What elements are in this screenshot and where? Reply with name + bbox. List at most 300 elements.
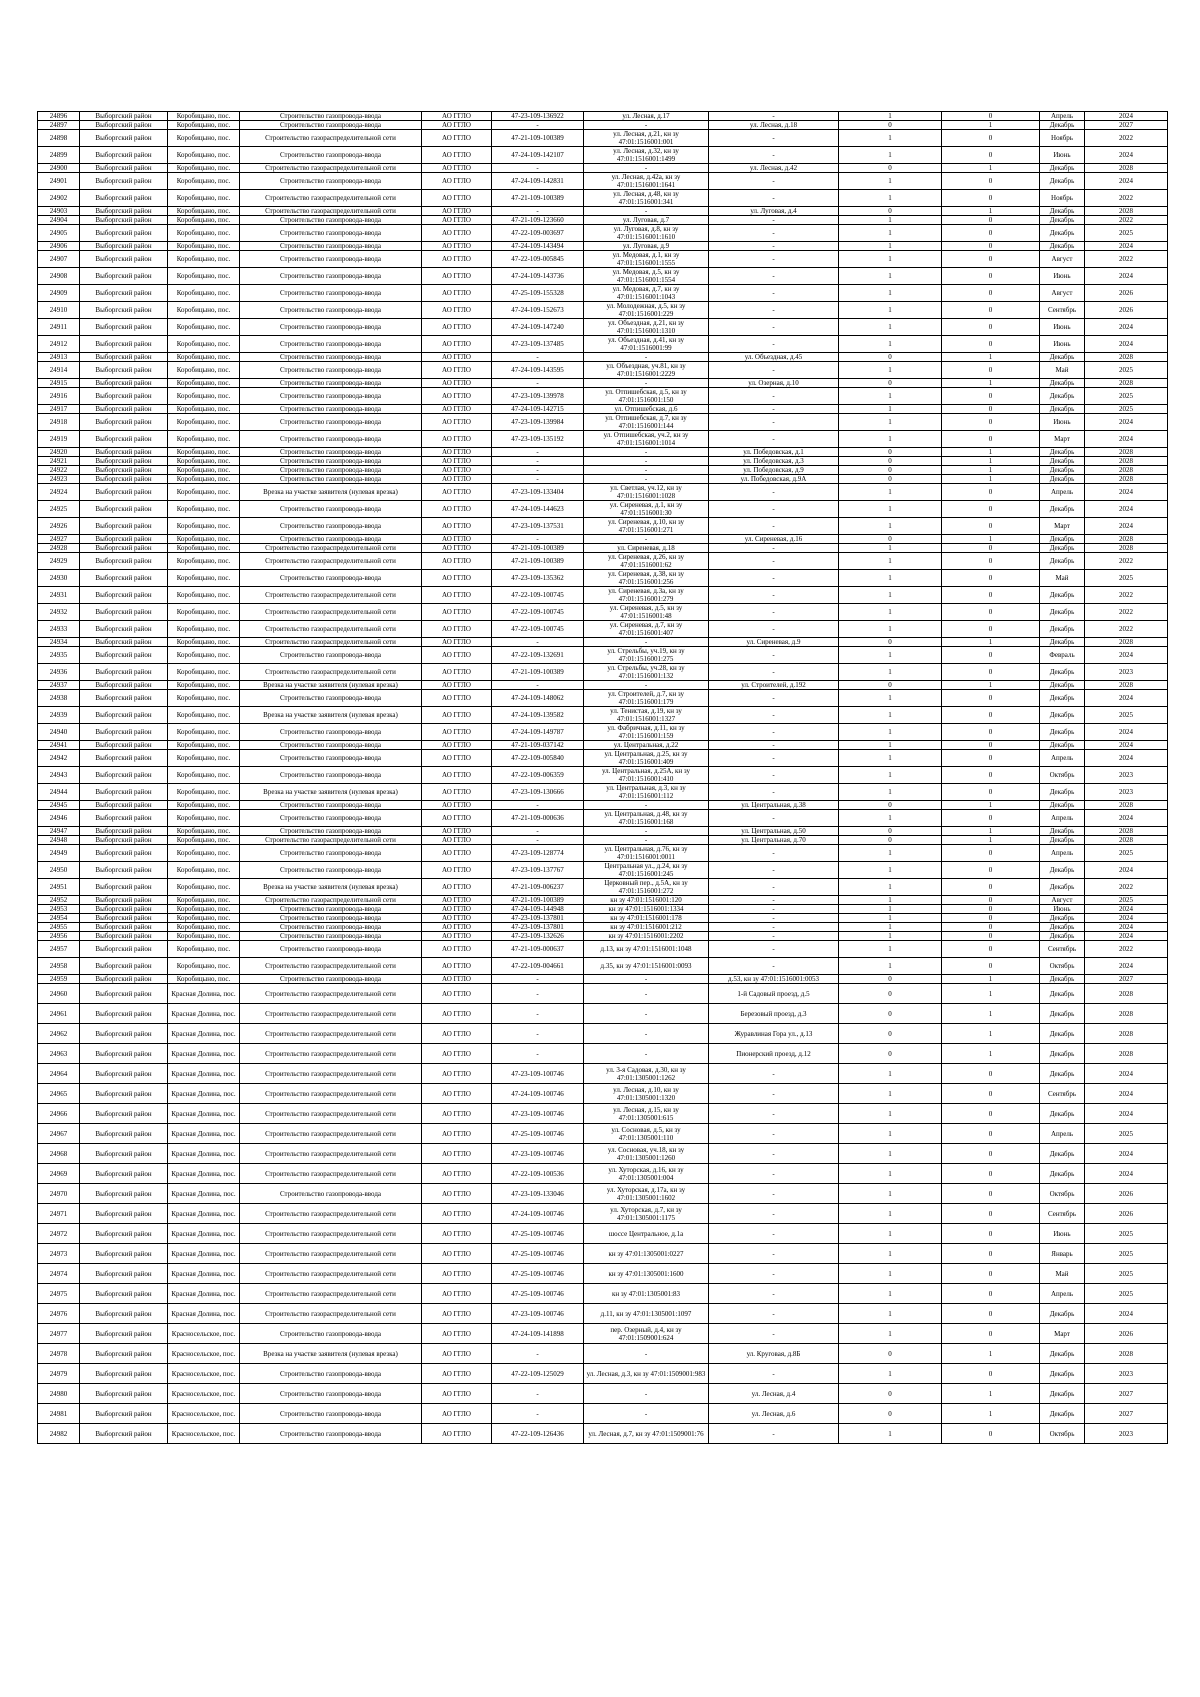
cell-count-planned: 0 xyxy=(942,741,1040,750)
cell-contract-number: 47-23-109-100746 xyxy=(492,1064,584,1084)
cell-year: 2028 xyxy=(1085,1004,1168,1024)
cell-settlement: Коробицыно, пос. xyxy=(168,466,240,475)
cell-settlement: Коробицыно, пос. xyxy=(168,604,240,621)
cell-row-number: 24901 xyxy=(38,173,80,190)
table-row xyxy=(38,638,1168,647)
cell-count-done: 0 xyxy=(839,1024,942,1044)
cell-settlement: Коробицыно, пос. xyxy=(168,664,240,681)
cell-year: 2022 xyxy=(1085,553,1168,570)
cell-organization: АО ГГЛО xyxy=(422,923,492,932)
cell-count-planned: 0 xyxy=(942,518,1040,535)
cell-row-number: 24906 xyxy=(38,242,80,251)
cell-settlement: Красная Долина, пос. xyxy=(168,1044,240,1064)
cell-year: 2024 xyxy=(1085,1164,1168,1184)
cell-count-planned: 1 xyxy=(942,535,1040,544)
cell-contract-number: 47-25-109-100746 xyxy=(492,1264,584,1284)
cell-month: Январь xyxy=(1040,1244,1085,1264)
cell-year: 2026 xyxy=(1085,285,1168,302)
cell-count-planned: 1 xyxy=(942,975,1040,984)
cell-address-planned: ул. Победовская, д.9 xyxy=(709,466,839,475)
cell-count-done: 1 xyxy=(839,690,942,707)
table-row xyxy=(38,767,1168,784)
cell-address-planned: - xyxy=(709,862,839,879)
cell-organization: АО ГГЛО xyxy=(422,1224,492,1244)
cell-row-number: 24978 xyxy=(38,1344,80,1364)
cell-row-number: 24945 xyxy=(38,801,80,810)
table-row xyxy=(38,319,1168,336)
cell-organization: АО ГГЛО xyxy=(422,604,492,621)
cell-address-connected: кн зу 47:01:1516001:2202 xyxy=(584,932,709,941)
cell-month: Май xyxy=(1040,1264,1085,1284)
cell-count-done: 1 xyxy=(839,501,942,518)
cell-district: Выборгский район xyxy=(80,207,168,216)
cell-month: Декабрь xyxy=(1040,388,1085,405)
cell-organization: АО ГГЛО xyxy=(422,379,492,388)
cell-month: Ноябрь xyxy=(1040,130,1085,147)
cell-row-number: 24902 xyxy=(38,190,80,207)
cell-district: Выборгский район xyxy=(80,984,168,1004)
cell-organization: АО ГГЛО xyxy=(422,112,492,121)
cell-contract-number: 47-24-109-144948 xyxy=(492,905,584,914)
cell-address-connected: ул. 3-я Садовая, д.30, кн зу 47:01:1305001:1262 xyxy=(584,1064,709,1084)
cell-organization: АО ГГЛО xyxy=(422,1184,492,1204)
cell-organization: АО ГГЛО xyxy=(422,1404,492,1424)
cell-contract-number: 47-25-109-100746 xyxy=(492,1124,584,1144)
cell-row-number: 24914 xyxy=(38,362,80,379)
cell-month: Декабрь xyxy=(1040,501,1085,518)
cell-contract-number: 47-23-109-139978 xyxy=(492,388,584,405)
cell-month: Сентябрь xyxy=(1040,302,1085,319)
cell-year: 2028 xyxy=(1085,535,1168,544)
cell-address-connected: ул. Стрельбы, уч.19, кн зу 47:01:1516001:275 xyxy=(584,647,709,664)
cell-count-planned: 0 xyxy=(942,1224,1040,1244)
cell-organization: АО ГГЛО xyxy=(422,784,492,801)
cell-organization: АО ГГЛО xyxy=(422,958,492,975)
cell-year: 2027 xyxy=(1085,1384,1168,1404)
cell-organization: АО ГГЛО xyxy=(422,707,492,724)
cell-district: Выборгский район xyxy=(80,1144,168,1164)
cell-count-planned: 1 xyxy=(942,164,1040,173)
cell-address-connected: ул. Лесная, д.7, кн зу 47:01:1509001:76 xyxy=(584,1424,709,1444)
cell-district: Выборгский район xyxy=(80,905,168,914)
cell-district: Выборгский район xyxy=(80,225,168,242)
cell-count-done: 1 xyxy=(839,1164,942,1184)
cell-count-planned: 0 xyxy=(942,414,1040,431)
cell-contract-number: 47-23-109-137801 xyxy=(492,914,584,923)
cell-count-planned: 0 xyxy=(942,923,1040,932)
cell-contract-number: - xyxy=(492,975,584,984)
cell-count-planned: 0 xyxy=(942,604,1040,621)
cell-count-planned: 0 xyxy=(942,905,1040,914)
cell-organization: АО ГГЛО xyxy=(422,1364,492,1384)
cell-address-connected: ул. Сиреневая, д.1, кн зу 47:01:1516001:30 xyxy=(584,501,709,518)
cell-month: Декабрь xyxy=(1040,784,1085,801)
cell-settlement: Коробицыно, пос. xyxy=(168,225,240,242)
cell-settlement: Коробицыно, пос. xyxy=(168,784,240,801)
cell-month: Декабрь xyxy=(1040,741,1085,750)
cell-organization: АО ГГЛО xyxy=(422,647,492,664)
cell-district: Выборгский район xyxy=(80,251,168,268)
cell-count-planned: 0 xyxy=(942,285,1040,302)
cell-year: 2024 xyxy=(1085,431,1168,448)
cell-contract-number: - xyxy=(492,353,584,362)
cell-address-planned: ул. Победовская, д.1 xyxy=(709,448,839,457)
cell-work-type: Строительство газораспределительной сети xyxy=(240,984,422,1004)
cell-settlement: Коробицыно, пос. xyxy=(168,251,240,268)
cell-district: Выборгский район xyxy=(80,741,168,750)
cell-contract-number: - xyxy=(492,1044,584,1064)
cell-count-planned: 0 xyxy=(942,405,1040,414)
table-row xyxy=(38,741,1168,750)
cell-settlement: Коробицыно, пос. xyxy=(168,353,240,362)
table-row xyxy=(38,1184,1168,1204)
cell-contract-number: - xyxy=(492,457,584,466)
cell-count-planned: 0 xyxy=(942,225,1040,242)
cell-contract-number: 47-21-109-100389 xyxy=(492,190,584,207)
cell-address-planned: - xyxy=(709,1164,839,1184)
cell-year: 2025 xyxy=(1085,1264,1168,1284)
cell-month: Декабрь xyxy=(1040,216,1085,225)
cell-count-done: 1 xyxy=(839,285,942,302)
cell-year: 2024 xyxy=(1085,1144,1168,1164)
cell-address-planned: - xyxy=(709,362,839,379)
cell-count-done: 1 xyxy=(839,173,942,190)
cell-contract-number: 47-21-109-100389 xyxy=(492,544,584,553)
cell-address-connected: - xyxy=(584,353,709,362)
cell-contract-number: 47-22-109-132691 xyxy=(492,647,584,664)
cell-count-done: 1 xyxy=(839,336,942,353)
cell-contract-number: 47-22-109-005845 xyxy=(492,251,584,268)
cell-district: Выборгский район xyxy=(80,448,168,457)
cell-contract-number: - xyxy=(492,681,584,690)
cell-address-connected: ул. Центральная, д.22 xyxy=(584,741,709,750)
cell-count-planned: 0 xyxy=(942,690,1040,707)
cell-count-planned: 1 xyxy=(942,1384,1040,1404)
cell-work-type: Строительство газопровода-ввода xyxy=(240,862,422,879)
cell-row-number: 24913 xyxy=(38,353,80,362)
cell-row-number: 24962 xyxy=(38,1024,80,1044)
cell-count-done: 0 xyxy=(839,1044,942,1064)
cell-settlement: Красная Долина, пос. xyxy=(168,1184,240,1204)
cell-address-planned: - xyxy=(709,518,839,535)
cell-district: Выборгский район xyxy=(80,879,168,896)
cell-row-number: 24897 xyxy=(38,121,80,130)
table-row xyxy=(38,431,1168,448)
cell-contract-number: 47-22-109-100536 xyxy=(492,1164,584,1184)
cell-address-planned: - xyxy=(709,1104,839,1124)
cell-district: Выборгский район xyxy=(80,535,168,544)
cell-row-number: 24948 xyxy=(38,836,80,845)
cell-district: Выборгский район xyxy=(80,353,168,362)
cell-contract-number: - xyxy=(492,535,584,544)
cell-row-number: 24912 xyxy=(38,336,80,353)
cell-year: 2025 xyxy=(1085,1244,1168,1264)
cell-district: Выборгский район xyxy=(80,1184,168,1204)
cell-count-done: 0 xyxy=(839,801,942,810)
cell-settlement: Коробицыно, пос. xyxy=(168,836,240,845)
cell-organization: АО ГГЛО xyxy=(422,1064,492,1084)
cell-settlement: Коробицыно, пос. xyxy=(168,905,240,914)
cell-address-planned: - xyxy=(709,664,839,681)
cell-month: Апрель xyxy=(1040,750,1085,767)
cell-address-planned: ул. Лесная, д.18 xyxy=(709,121,839,130)
cell-district: Выборгский район xyxy=(80,1084,168,1104)
cell-organization: АО ГГЛО xyxy=(422,164,492,173)
cell-organization: АО ГГЛО xyxy=(422,353,492,362)
cell-month: Апрель xyxy=(1040,810,1085,827)
cell-work-type: Строительство газопровода-ввода xyxy=(240,810,422,827)
cell-work-type: Строительство газораспределительной сети xyxy=(240,207,422,216)
cell-district: Выборгский район xyxy=(80,475,168,484)
cell-district: Выборгский район xyxy=(80,405,168,414)
cell-settlement: Красная Долина, пос. xyxy=(168,1124,240,1144)
cell-settlement: Коробицыно, пос. xyxy=(168,190,240,207)
cell-row-number: 24976 xyxy=(38,1304,80,1324)
cell-district: Выборгский район xyxy=(80,1324,168,1344)
cell-district: Выборгский район xyxy=(80,484,168,501)
cell-work-type: Строительство газораспределительной сети xyxy=(240,1264,422,1284)
cell-organization: АО ГГЛО xyxy=(422,121,492,130)
cell-address-planned: - xyxy=(709,501,839,518)
cell-count-planned: 0 xyxy=(942,1104,1040,1124)
cell-contract-number: 47-24-109-142715 xyxy=(492,405,584,414)
cell-organization: АО ГГЛО xyxy=(422,484,492,501)
cell-address-planned: - xyxy=(709,173,839,190)
cell-year: 2028 xyxy=(1085,475,1168,484)
cell-count-planned: 0 xyxy=(942,544,1040,553)
cell-row-number: 24939 xyxy=(38,707,80,724)
cell-month: Август xyxy=(1040,285,1085,302)
cell-work-type: Строительство газораспределительной сети xyxy=(240,958,422,975)
cell-district: Выборгский район xyxy=(80,1264,168,1284)
table-row xyxy=(38,1004,1168,1024)
cell-district: Выборгский район xyxy=(80,190,168,207)
cell-organization: АО ГГЛО xyxy=(422,1284,492,1304)
cell-count-done: 1 xyxy=(839,251,942,268)
cell-organization: АО ГГЛО xyxy=(422,1384,492,1404)
cell-month: Декабрь xyxy=(1040,535,1085,544)
cell-address-connected: ул. Центральная, д.25А, кн зу 47:01:1516001:410 xyxy=(584,767,709,784)
cell-district: Выборгский район xyxy=(80,767,168,784)
cell-row-number: 24974 xyxy=(38,1264,80,1284)
cell-row-number: 24954 xyxy=(38,914,80,923)
cell-count-done: 1 xyxy=(839,570,942,587)
cell-organization: АО ГГЛО xyxy=(422,448,492,457)
cell-contract-number: 47-23-109-100746 xyxy=(492,1144,584,1164)
cell-address-connected: кн зу 47:01:1516001:212 xyxy=(584,923,709,932)
cell-month: Декабрь xyxy=(1040,448,1085,457)
cell-count-planned: 1 xyxy=(942,1024,1040,1044)
cell-contract-number: 47-23-109-133404 xyxy=(492,484,584,501)
cell-settlement: Красносельское, пос. xyxy=(168,1424,240,1444)
cell-month: Декабрь xyxy=(1040,664,1085,681)
cell-organization: АО ГГЛО xyxy=(422,388,492,405)
cell-year: 2024 xyxy=(1085,932,1168,941)
table-row xyxy=(38,1364,1168,1384)
cell-work-type: Строительство газораспределительной сети xyxy=(240,1024,422,1044)
cell-district: Выборгский район xyxy=(80,1284,168,1304)
cell-month: Октябрь xyxy=(1040,958,1085,975)
cell-count-done: 1 xyxy=(839,405,942,414)
cell-address-planned: ул. Сиреневая, д.9 xyxy=(709,638,839,647)
cell-month: Апрель xyxy=(1040,845,1085,862)
cell-district: Выборгский район xyxy=(80,923,168,932)
cell-settlement: Коробицыно, пос. xyxy=(168,681,240,690)
cell-year: 2022 xyxy=(1085,251,1168,268)
cell-address-connected: ул. Строителей, д.7, кн зу 47:01:1516001:179 xyxy=(584,690,709,707)
table-row xyxy=(38,336,1168,353)
cell-row-number: 24947 xyxy=(38,827,80,836)
cell-contract-number: - xyxy=(492,164,584,173)
cell-district: Выборгский район xyxy=(80,285,168,302)
cell-settlement: Красная Долина, пос. xyxy=(168,1144,240,1164)
cell-month: Апрель xyxy=(1040,1284,1085,1304)
cell-count-planned: 0 xyxy=(942,1244,1040,1264)
cell-address-planned: - xyxy=(709,431,839,448)
cell-year: 2024 xyxy=(1085,810,1168,827)
cell-district: Выборгский район xyxy=(80,827,168,836)
cell-row-number: 24963 xyxy=(38,1044,80,1064)
cell-district: Выборгский район xyxy=(80,621,168,638)
cell-work-type: Строительство газораспределительной сети xyxy=(240,1284,422,1304)
cell-work-type: Строительство газопровода-ввода xyxy=(240,975,422,984)
cell-work-type: Строительство газораспределительной сети xyxy=(240,164,422,173)
cell-year: 2025 xyxy=(1085,388,1168,405)
cell-work-type: Строительство газораспределительной сети xyxy=(240,664,422,681)
cell-district: Выборгский район xyxy=(80,1344,168,1364)
cell-count-planned: 1 xyxy=(942,1004,1040,1024)
cell-month: Октябрь xyxy=(1040,1184,1085,1204)
cell-organization: АО ГГЛО xyxy=(422,285,492,302)
cell-year: 2025 xyxy=(1085,1224,1168,1244)
cell-count-done: 0 xyxy=(839,466,942,475)
cell-address-connected: д.13, кн зу 47:01:1516001:1048 xyxy=(584,941,709,958)
table-row xyxy=(38,570,1168,587)
cell-count-done: 0 xyxy=(839,827,942,836)
cell-count-planned: 1 xyxy=(942,827,1040,836)
cell-district: Выборгский район xyxy=(80,1364,168,1384)
cell-organization: АО ГГЛО xyxy=(422,879,492,896)
cell-contract-number: 47-24-109-100746 xyxy=(492,1084,584,1104)
cell-work-type: Строительство газопровода-ввода xyxy=(240,1184,422,1204)
cell-count-done: 0 xyxy=(839,638,942,647)
cell-count-planned: 1 xyxy=(942,121,1040,130)
cell-work-type: Строительство газопровода-ввода xyxy=(240,827,422,836)
cell-year: 2028 xyxy=(1085,457,1168,466)
cell-address-connected: - xyxy=(584,466,709,475)
cell-year: 2025 xyxy=(1085,225,1168,242)
cell-work-type: Строительство газораспределительной сети xyxy=(240,1044,422,1064)
cell-address-connected: пер. Озерный, д.4, кн зу 47:01:1509001:624 xyxy=(584,1324,709,1344)
cell-organization: АО ГГЛО xyxy=(422,836,492,845)
cell-contract-number: 47-23-109-137767 xyxy=(492,862,584,879)
cell-year: 2023 xyxy=(1085,784,1168,801)
cell-address-planned: ул. Победовская, д.3 xyxy=(709,457,839,466)
cell-month: Декабрь xyxy=(1040,914,1085,923)
cell-month: Декабрь xyxy=(1040,164,1085,173)
cell-contract-number: - xyxy=(492,466,584,475)
cell-row-number: 24972 xyxy=(38,1224,80,1244)
cell-contract-number: 47-22-109-100745 xyxy=(492,621,584,638)
cell-contract-number: - xyxy=(492,801,584,810)
cell-address-planned: ул. Лесная, д.42 xyxy=(709,164,839,173)
cell-work-type: Строительство газораспределительной сети xyxy=(240,1064,422,1084)
cell-address-connected: ул. Медовая, д.7, кн зу 47:01:1516001:1043 xyxy=(584,285,709,302)
cell-address-planned: - xyxy=(709,879,839,896)
cell-work-type: Строительство газораспределительной сети xyxy=(240,1104,422,1124)
cell-address-connected: кн зу 47:01:1305001:0227 xyxy=(584,1244,709,1264)
cell-address-connected: ул. Фабричная, д.11, кн зу 47:01:1516001:159 xyxy=(584,724,709,741)
cell-count-planned: 1 xyxy=(942,638,1040,647)
table-row xyxy=(38,621,1168,638)
cell-count-done: 1 xyxy=(839,810,942,827)
cell-district: Выборгский район xyxy=(80,164,168,173)
cell-address-planned: ул. Луговая, д.4 xyxy=(709,207,839,216)
cell-count-planned: 0 xyxy=(942,707,1040,724)
cell-contract-number: 47-23-109-135362 xyxy=(492,570,584,587)
cell-organization: АО ГГЛО xyxy=(422,862,492,879)
cell-count-done: 1 xyxy=(839,112,942,121)
cell-month: Декабрь xyxy=(1040,475,1085,484)
cell-contract-number: 47-24-109-143736 xyxy=(492,268,584,285)
cell-address-connected: ул. Сосновая, уч.18, кн зу 47:01:1305001:1260 xyxy=(584,1144,709,1164)
cell-count-done: 0 xyxy=(839,975,942,984)
cell-address-planned: ул. Объездная, д.45 xyxy=(709,353,839,362)
cell-count-planned: 0 xyxy=(942,1164,1040,1184)
cell-count-done: 1 xyxy=(839,147,942,164)
cell-organization: АО ГГЛО xyxy=(422,1204,492,1224)
cell-contract-number: 47-23-109-100746 xyxy=(492,1104,584,1124)
cell-settlement: Красная Долина, пос. xyxy=(168,1304,240,1324)
cell-address-planned: ул. Центральная, д.70 xyxy=(709,836,839,845)
table-row xyxy=(38,225,1168,242)
cell-month: Декабрь xyxy=(1040,242,1085,251)
cell-contract-number: 47-23-109-132626 xyxy=(492,932,584,941)
cell-work-type: Строительство газораспределительной сети xyxy=(240,190,422,207)
cell-work-type: Строительство газопровода-ввода xyxy=(240,941,422,958)
cell-organization: АО ГГЛО xyxy=(422,147,492,164)
cell-organization: АО ГГЛО xyxy=(422,553,492,570)
cell-row-number: 24921 xyxy=(38,457,80,466)
cell-month: Декабрь xyxy=(1040,690,1085,707)
table-row xyxy=(38,1404,1168,1424)
cell-row-number: 24940 xyxy=(38,724,80,741)
cell-settlement: Красная Долина, пос. xyxy=(168,1224,240,1244)
cell-work-type: Строительство газопровода-ввода xyxy=(240,457,422,466)
table-row xyxy=(38,302,1168,319)
cell-month: Декабрь xyxy=(1040,1004,1085,1024)
cell-contract-number: 47-22-109-126436 xyxy=(492,1424,584,1444)
cell-year: 2028 xyxy=(1085,638,1168,647)
cell-row-number: 24968 xyxy=(38,1144,80,1164)
cell-address-planned: - xyxy=(709,544,839,553)
cell-address-planned: - xyxy=(709,958,839,975)
table-row xyxy=(38,801,1168,810)
cell-count-done: 1 xyxy=(839,750,942,767)
cell-count-done: 1 xyxy=(839,707,942,724)
cell-settlement: Коробицыно, пос. xyxy=(168,941,240,958)
cell-work-type: Строительство газопровода-ввода xyxy=(240,414,422,431)
cell-month: Октябрь xyxy=(1040,767,1085,784)
cell-organization: АО ГГЛО xyxy=(422,405,492,414)
cell-contract-number: - xyxy=(492,836,584,845)
cell-row-number: 24960 xyxy=(38,984,80,1004)
cell-settlement: Коробицыно, пос. xyxy=(168,388,240,405)
cell-count-planned: 1 xyxy=(942,448,1040,457)
cell-count-done: 1 xyxy=(839,932,942,941)
cell-organization: АО ГГЛО xyxy=(422,251,492,268)
cell-settlement: Коробицыно, пос. xyxy=(168,164,240,173)
